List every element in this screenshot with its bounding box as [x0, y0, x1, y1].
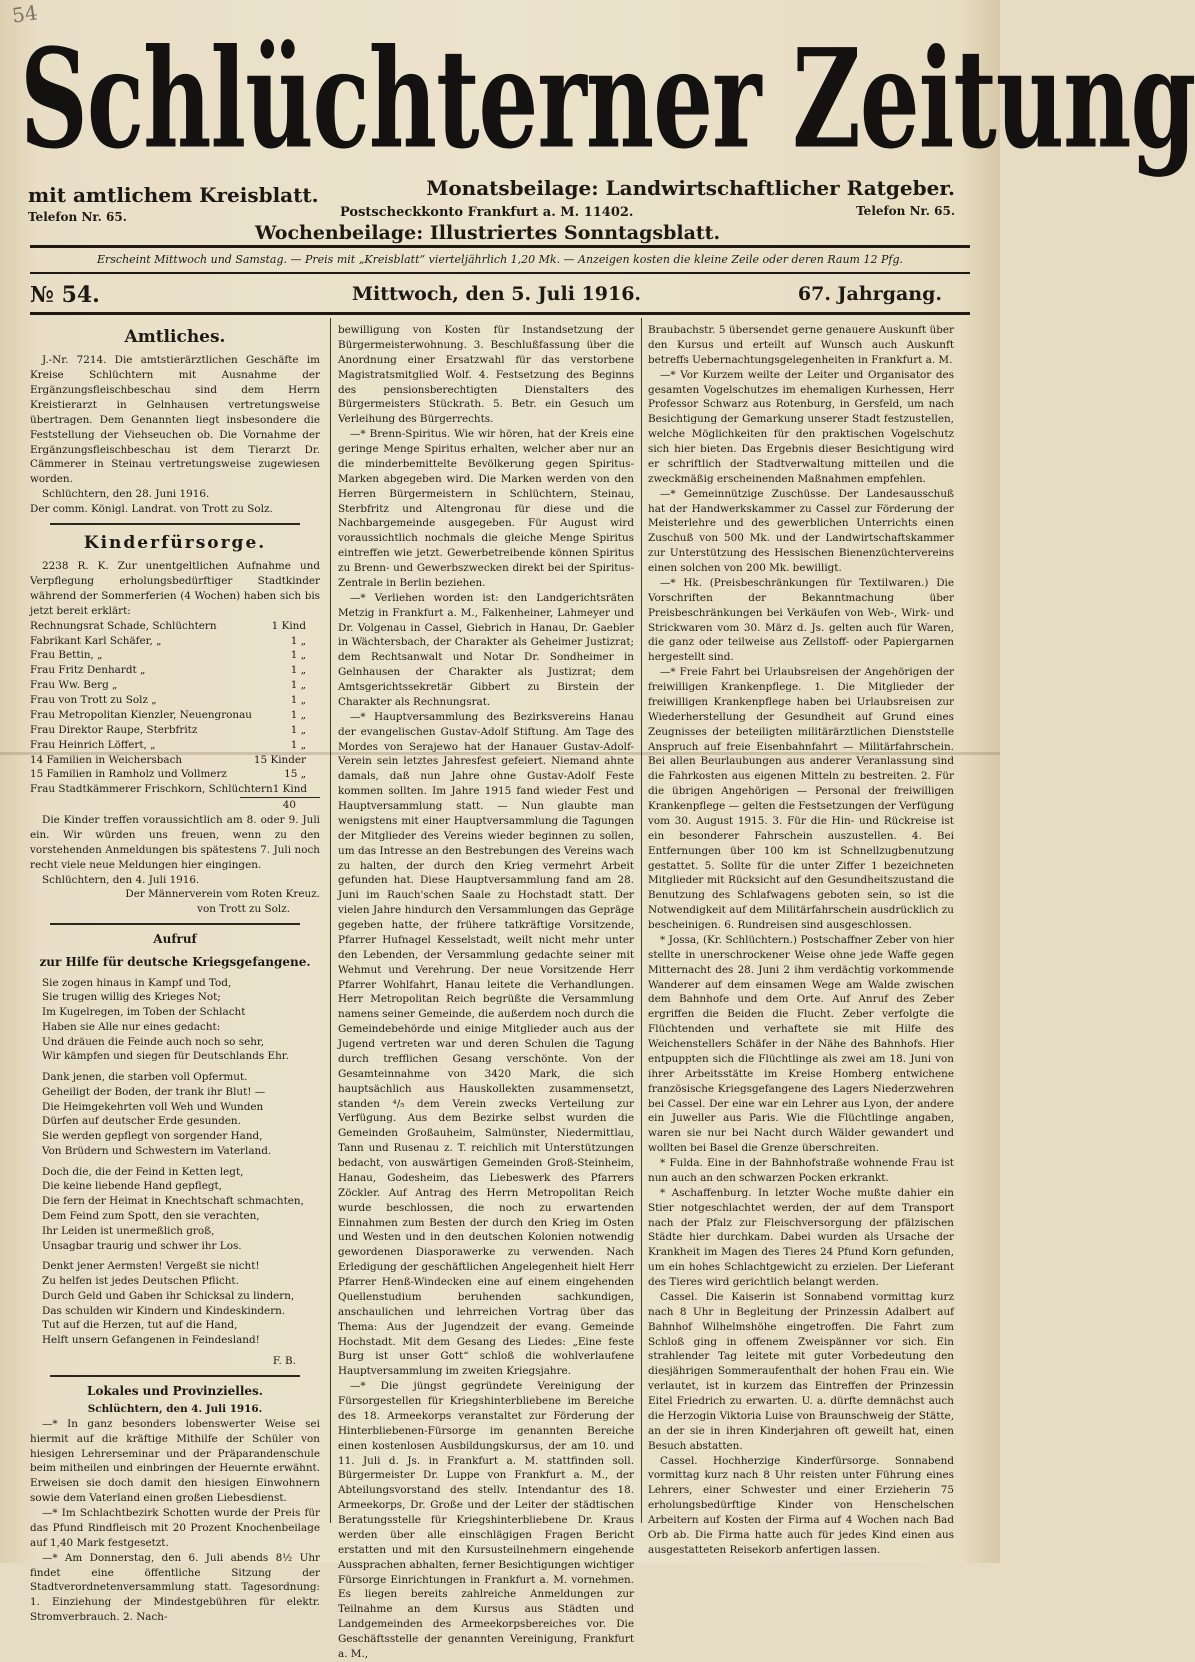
header-rule-mid	[30, 272, 970, 274]
column-rule-2	[641, 318, 642, 1523]
poem	[42, 976, 320, 1348]
lokales-paragraph: —* Im Schlachtbezirk Schotten wurde der Preis für das Pfund Rindfleisch mit 20 Prozent Knochenbeilage auf 1,40 Mark festgesetzt.	[30, 1507, 320, 1549]
article-paragraph: —* Freie Fahrt bei Urlaubsreisen der Angehörigen der freiwilligen Krankenpflege. 1. Die Mitglieder der freiwilligen Krankenpflege haben bei Urlaubsreisen zur Wiederherstellung der Gesundheit auf Grund eines Zeugnisses der beteiligten militärärztlichen Dienststelle Anspruch auf freie Eisenbahnfahrt — Militärfahrschein. Bei allen Beurlaubungen aus anderer Veranlassung sind die Fahrkosten aus eigenen Mitteln zu bestreiten. 2. Für die übrigen Angehörigen — Personal der freiwilligen Krankenpflege — gelten die Festsetzungen der Verfügung vom 30. August 1915. 3. Für die Hin- und Rückreise ist ein besonderer Fahrschein auszustellen. 4. Bei Entfernungen über 100 km ist Schnellzugbenutzung gestattet. 5. Sollte für die unter Ziffer 1 bezeichneten Mitglieder mit Rücksicht auf den Gesundheitszustand die Benutzung des Schlafwagens geboten sein, so ist die Notwendigkeit auf dem Militärfahrschein ausdrücklich zu bescheinigen. 6. Rundreisen sind ausgeschlossen.	[648, 666, 954, 931]
lokales-dateline: Schlüchtern, den 4. Juli 1916.	[87, 1402, 263, 1415]
kinder-heading: Kinderfürsorge.	[83, 532, 267, 553]
article-paragraph: —* Brenn-Spiritus. Wie wir hören, hat der Kreis eine geringe Menge Spiritus erhalten, welcher aber nur an die minderbemittelte Bevölkerung gegen Spiritus-Marken abgegeben wird. Die Marken werden von den Herren Bürgermeistern in Schlüchtern, Steinau, Sterbfritz und Altengronau für diese und die Nachbargemeinde ausgegeben. Für August wird voraussichtlich nochmals die gleiche Menge Spiritus eintreffen wie jetzt. Gewerbetreibende können Spiritus zu Brenn- und Gewerbszwecken direkt bei der Spiritus-Zentrale in Berlin beziehen.	[338, 428, 634, 589]
list-item: 14 Familien in Weichersbach 15 Kinder	[30, 753, 306, 766]
list-item: Frau Direktor Raupe, Sterbfritz 1 „	[30, 723, 306, 736]
article-paragraph: * Fulda. Eine in der Bahnhofstraße wohnende Frau ist nun auch an den schwarzen Pocken erkrankt.	[648, 1157, 954, 1184]
article-paragraph: Braubachstr. 5 übersendet gerne genauere Auskunft über den Kursus und erteilt auf Wunsch auch Auskunft betreffs Uebernachtungsgelegenheiten in Frankfurt a. M.	[648, 324, 954, 366]
poem-signature: F. B.	[272, 1354, 296, 1367]
column-1	[30, 323, 320, 1625]
kinder-intro: 2238 R. K. Zur unentgeltlichen Aufnahme und Verpflegung erholungsbedürftiger Stadtkinder während der Sommerferien (4 Wochen) haben sich bis jetzt bereit erklärt:	[30, 560, 320, 617]
column-3	[648, 323, 954, 1558]
pencil-mark: 54	[10, 0, 39, 28]
header-rule-top	[30, 245, 970, 248]
kinder-list	[30, 619, 320, 813]
list-item: Frau Bettin, „ 1 „	[30, 649, 306, 662]
lokales-paragraph: —* In ganz besonders lobenswerter Weise sei hiermit auf die kräftige Mithilfe der Schüler von hiesigen Lehrerseminar und der Präparandenschule beim mitheilen und einbringen der Heuernte erwähnt. Erweisen sie doch damit den hiesigen Einwohnern sowie dem Vaterland einen großen Liebesdienst.	[30, 1417, 320, 1505]
issue-number: № 54.	[30, 282, 100, 308]
poem-stanza: Dank jenen, die starben voll Opfermut. Geheiligt der Boden, der trank ihr Blut! — Die Heimgekehrten voll Weh und Wunden Dürfen auf deutscher Erde gesunden. Sie werden gepflegt von sorgender Hand, Von Brüdern und Schwestern im Vaterland.	[42, 1071, 272, 1157]
weekly-supplement: Wochenbeilage: Illustriertes Sonntagsblatt.	[255, 222, 721, 244]
list-item: 15 Familien in Ramholz und Vollmerz 15 „	[30, 768, 306, 781]
newspaper-title: Schlüchterner Zeitung	[20, 20, 1195, 180]
list-item: Frau Fritz Denhardt „ 1 „	[30, 664, 306, 677]
poem-stanza: Denkt jener Aermsten! Vergeßt sie nicht! Zu helfen ist jedes Deutschen Pflicht. Durch Geld und Gaben ihr Schicksal zu lindern, Das schulden wir Kindern und Kindeskindern. Tut auf die Herzen, tut auf die Hand, Helft unsern Gefangenen in Feindesland!	[42, 1260, 295, 1347]
lokales-paragraph: —* Am Donnerstag, den 6. Juli abends 8½ Uhr findet eine öffentliche Sitzung der Stadtverordnetenversammlung statt. Tagesordnung: 1. Einziehung der Mindestgebühren für elektr. Stromverbrauch. 2. Nach-	[30, 1551, 320, 1624]
header-rule-bottom	[30, 312, 970, 315]
separator	[50, 1375, 300, 1377]
issue-year: 67. Jahrgang.	[797, 283, 942, 305]
column-2	[338, 323, 634, 1662]
article-paragraph: Cassel. Die Kaiserin ist Sonnabend vormittag kurz nach 8 Uhr in Begleitung der Prinzessin Adalbert auf Bahnhof Wilhelmshöhe eingetroffen. Die Fahrt zum Schloß ging in offenem Zweispänner vor sich. Ein strahlender Tag leitete mit guter Vorbedeutung den diesjährigen Sommeraufenthalt der hohen Frau ein. Wie verlautet, ist in kurzem das Eintreffen der Prinzessin Eitel Friedrich zu erwarten. U. a. dürfte demnächst auch die Herzogin Viktoria Luise von Braunschweig der Stätte, an der sie in ihren Kinderjahren oft geweilt hat, einen Besuch abstatten.	[648, 1290, 954, 1452]
list-item: Rechnungsrat Schade, Schlüchtern 1 Kind	[30, 619, 306, 632]
article-paragraph: Cassel. Hochherzige Kinderfürsorge. Sonnabend vormittag kurz nach 8 Uhr reisten unter Führung eines Lehrers, einer Schwester und einer Erzieherin 75 erholungsbedürftige Kinder von Henschelschen Arbeitern auf Kosten der Firma auf 4 Wochen nach Bad Orb ab. Die Firma hatte auch für jedes Kind einen aus ausgestatteten Reisekorb anfertigen lassen.	[648, 1454, 954, 1556]
article-paragraph: —* Hauptversammlung des Bezirksvereins Hanau der evangelischen Gustav-Adolf Stiftung. Am Tage des Mordes von Serajewo hat der Hanauer Gustav-Adolf-Verein sein letztes Jahresfest gefeiert. Niemand ahnte damals, daß nun Jahre ohne Gustav-Adolf Feste kommen sollten. Im Jahre 1915 fand wieder Fest und Hauptversammlung statt. — Nun glaubte man wenigstens mit einer Hauptversammlung die Tagungen der Mitglieder des Vereins wieder beginnen zu sollen, um das Intresse an den Bestrebungen des Vereins wach zu halten, der durch den Krieg vermehrt Arbeit gefunden hat. Diese Hauptversammlung fand am 28. Juni im Rauch'schen Saale zu Hochstadt statt. Der vielen Jahre hindurch den Versammlungen das Gepräge gegeben hatte, der frühere tatkräftige Vorsitzende, Pfarrer Hufnagel Kesselstadt, weilt nicht mehr unter den Lebenden, der Versammlung gedachte seiner mit Wehmut und Verehrung. Der neue Vorsitzende Herr Pfarrer Wohlfahrt, Hanau leitete die Verhandlungen. Herr Metropolitan Reich begrüßte die Versammlung namens seiner Gemeinde, die außerdem noch durch die Gemeindebehörde und einige Mitglieder auch aus der Jugend vertreten war und deren Schulen die Tagung durch trefflichen Gesang verschönte. Von der Gesamteinnahme von 3420 Mark, die sich hauptsächlich aus Hauskollekten zusammensetzt, standen ⁴/₅ dem Verein zwecks Verteilung zur Verfügung. Aus dem Bezirke selbst wurden die Gemeinden Großauheim, Salmünster, Niedermittlau, Tann und Rusenau z. T. reichlich mit Unterstützungen bedacht, von auswärtigen Gemeinden Groß-Steinheim, Hanau, Godesheim, das Liebeswerk des Pfarrers Zöckler. Auf Antrag des Herrn Metropolitan Reich wurde beschlossen, die noch zu erwartenden Einnahmen zum Besten der durch den Krieg im Osten und Westen und in den deutschen Kolonien notwendig gewordenen Diasporawerke zu verwenden. Nach Erledigung der geschäftlichen Angelegenheit hielt Herr Pfarrer Henß-Windecken eine auf einem eingehenden Quellenstudium beruhenden sachkundigen, anschaulichen und lehrreichen Vortrag über das Thema: Aus der Jugendzeit der evang. Gemeinde Hochstadt. Mit dem Gesang des Liedes: „Eine feste Burg ist unser Gott“ schloß die wohlverlaufene Hauptversammlung im zweiten Kriegsjahre.	[338, 710, 634, 1378]
amtliches-place: Schlüchtern, den 28. Juni 1916.	[42, 488, 210, 501]
amtliches-heading: Amtliches.	[124, 327, 226, 347]
kinder-place: Schlüchtern, den 4. Juli 1916.	[42, 873, 200, 886]
list-item: Frau Heinrich Löffert, „ 1 „	[30, 738, 306, 751]
list-item: Fabrikant Karl Schäfer, „ 1 „	[30, 634, 306, 647]
article-paragraph: —* Vor Kurzem weilte der Leiter und Organisator des gesamten Vogelschutzes im ehemaligen Kurhessen, Herr Professor Schwarz aus Rotenburg, in Gersfeld, um nach Besichtigung der Gemarkung unserer Stadt festzustellen, welche Möglichkeiten für den praktischen Vogelschutz sich hier bieten. Das Ergebnis dieser Besichtigung wird er schriftlich der Stadtverwaltung mitteilen und die zweckmäßig erscheinenden Maßnahmen empfehlen.	[648, 368, 954, 485]
amtliches-text: J.-Nr. 7214. Die amtstierärztlichen Geschäfte im Kreise Schlüchtern mit Ausnahme der Ergänzungsfleischbeschau sind dem Herrn Kreistierarzt in Gelnhausen vertretungsweise übertragen. Dem Genannten liegt insbesondere die Feststellung der Viehseuchen ob. Die Vornahme der Ergänzungsfleischbeschau ist dem Tierarzt Dr. Cämmerer in Steinau vertretungsweise zugewiesen worden.	[30, 354, 320, 486]
amtliches-sign: Der comm. Königl. Landrat. von Trott zu Solz.	[30, 503, 273, 516]
lokales-heading: Lokales und Provinzielles.	[87, 1383, 263, 1398]
list-item: Frau Ww. Berg „ 1 „	[30, 679, 306, 692]
kinder-sign-2: von Trott zu Solz.	[197, 903, 290, 916]
article-paragraph: bewilligung von Kosten für Instandsetzung der Bürgermeisterwohnung. 3. Beschlußfassung über die Anordnung einer Ersatzwahl für das verstorbene Magistratsmitglied Wolf. 4. Festsetzung des Beginns des pensionsberechtigten Dienstalters des Bürgermeisters Stückrath. 5. Betr. ein Gesuch um Verleihung des Bürgerrechts.	[338, 324, 634, 426]
poem-stanza: Sie zogen hinaus in Kampf und Tod, Sie trugen willig des Krieges Not; Im Kugelregen, im Toben der Schlacht Haben sie Alle nur eines gedacht: Und dräuen die Feinde auch noch so sehr, Wir kämpfen und siegen für Deutschlands Ehr.	[42, 976, 289, 1063]
subtitle-right: Monatsbeilage: Landwirtschaftlicher Ratgeber.	[426, 176, 955, 200]
article-paragraph: * Aschaffenburg. In letzter Woche mußte dahier ein Stier notgeschlachtet werden, der auf dem Transport nach der Pfalz zur Fleischversorgung der pfälzischen Städte hier durchkam. Dabei wurden als Ursache der Krankheit im Magen des Tieres 24 Pfund Korn gefunden, um ein hohes Schlachtgewicht zu erzielen. Der Lieferant des Tieres wird gerichtlich belangt werden.	[648, 1186, 954, 1288]
kinder-total: 40	[240, 797, 320, 813]
article-paragraph: —* Hk. (Preisbeschränkungen für Textilwaren.) Die Vorschriften der Bekanntmachung über Preisbeschränkungen bei Verkäufen von Web-, Wirk- und Strickwaren vom 30. März d. Js. gelten auch für Waren, die ganz oder teilweise aus Zellstoff- oder Papiergarnen hergestellt sind.	[648, 576, 954, 664]
list-item: Frau Metropolitan Kienzler, Neuengronau 1 „	[30, 708, 306, 721]
aufruf-subheading: zur Hilfe für deutsche Kriegsgefangene.	[39, 955, 311, 970]
article-paragraph: —* Verliehen worden ist: den Landgerichtsräten Metzig in Frankfurt a. M., Falkenheiner, Lahmeyer und Dr. Volgenau in Cassel, Giebrich in Hanau, Dr. Gaebler in Wächtersbach, der Charakter als Geheimer Justizrat; dem Rechtsanwalt und Notar Dr. Sondheimer in Gelnhausen der Charakter als Justizrat; dem Amtsgerichtssekretär Gibbert zu Birstein der Charakter als Rechnungsrat.	[338, 591, 634, 708]
list-item: Frau Stadtkämmerer Frischkorn, Schlüchtern 1 Kind	[30, 783, 308, 796]
telephone-right: Telefon Nr. 65.	[856, 204, 955, 218]
postscheck-line: Postscheckkonto Frankfurt a. M. 11402.	[340, 205, 634, 220]
aufruf-heading: Aufruf	[153, 932, 197, 947]
separator	[50, 923, 300, 925]
info-line: Erscheint Mittwoch und Samstag. — Preis mit „Kreisblatt“ vierteljährlich 1,20 Mk. — Anzeigen kosten die kleine Zeile oder deren Raum 12 Pfg.	[97, 253, 903, 266]
article-paragraph: —* Die jüngst gegründete Vereinigung der Fürsorgestellen für Kriegshinterbliebene im Bereiche des 18. Armeekorps veranstaltet zur Förderung der Hinterbliebenen-Fürsorge im genannten Bereiche einen kostenlosen Ausbildungskursus, der am 10. und 11. Juli d. Js. in Frankfurt a. M. stattfinden soll. Bürgermeister Dr. Luppe von Frankfurt a. M., der Abteilungsvorstand des stellv. Intendantur des 18. Armeekorps, Dr. Große und der Leiter der städtischen Beratungsstelle für Kriegshinterbliebene Dr. Kraus werden über alle einschlägigen Fragen Bericht erstatten und mit den Kursusteilnehmern eingehende Aussprachen abhalten, ferner Besichtigungen wichtiger Fürsorge Einrichtungen in Frankfurt a. M. vornehmen. Es liegen bereits zahlreiche Anmeldungen zur Teilnahme an dem Kursus aus Städten und Landgemeinden des Armeekorpsbereiches vor. Die Geschäftsstelle der genannten Vereinigung, Frankfurt a. M.,	[338, 1380, 634, 1660]
subtitle-left: mit amtlichem Kreisblatt.	[28, 183, 319, 207]
article-paragraph: * Jossa, (Kr. Schlüchtern.) Postschaffner Zeber von hier stellte in unerschrockener Weise ohne jede Waffe gegen Mitternacht des 28. Juni 2 ihm verdächtig vorkommende Wanderer auf dem einsamen Wege am Walde zwischen dem Bahnhofe und dem Orte. Auf Anruf des Zeber ergriffen die Beiden die Flucht. Zeber verfolgte die Flüchtenden und verhaftete sie mit Hilfe des Weichenstellers Schäfer in der Nähe des Bahnhofs. Hier entpuppten sich die Flüchtlinge als zwei am 18. Juni von ihrer Arbeitsstätte im Kreise Homberg entwichene französische Kriegsgefangene des Lagers Niederzwehren bei Cassel. Der eine war ein Lehrer aus Lyon, der andere ein Juweller aus Paris. Wie die Flüchtlinge angaben, waren sie nur bei Nacht durch Wälder gewandert und wollten bei Basel die Grenze überschreiten.	[648, 933, 954, 1155]
column-rule-1	[330, 318, 331, 1523]
article-paragraph: —* Gemeinnützige Zuschüsse. Der Landesausschuß hat der Handwerkskammer zu Cassel zur Förderung der Meisterlehre und des gewerblichen Unterrichts einen Zuschuß von 500 Mk. und der Landwirtschaftskammer zur Unterstützung des Hessischen Bienenzüchtervereins einen solchen von 200 Mk. bewilligt.	[648, 487, 954, 574]
poem-stanza: Doch die, die der Feind in Ketten legt, Die keine liebende Hand gepflegt, Die fern der Heimat in Knechtschaft schmachten, Dem Feind zum Spott, den sie verachten, Ihr Leiden ist unermeßlich groß, Unsagbar traurig und schwer ihr Los.	[42, 1165, 304, 1252]
kinder-text: Die Kinder treffen voraussichtlich am 8. oder 9. Juli ein. Wir würden uns freuen, wenn zu den vorstehenden Anmeldungen bis spätestens 7. Juli noch recht viele neue Meldungen hier eingingen.	[30, 814, 320, 871]
list-item: Frau von Trott zu Solz „ 1 „	[30, 694, 306, 707]
telephone-left: Telefon Nr. 65.	[28, 210, 127, 224]
separator	[50, 523, 300, 525]
kinder-sign-1: Der Männerverein vom Roten Kreuz.	[125, 888, 320, 901]
issue-date: Mittwoch, den 5. Juli 1916.	[352, 283, 642, 305]
masthead	[20, 20, 1195, 180]
